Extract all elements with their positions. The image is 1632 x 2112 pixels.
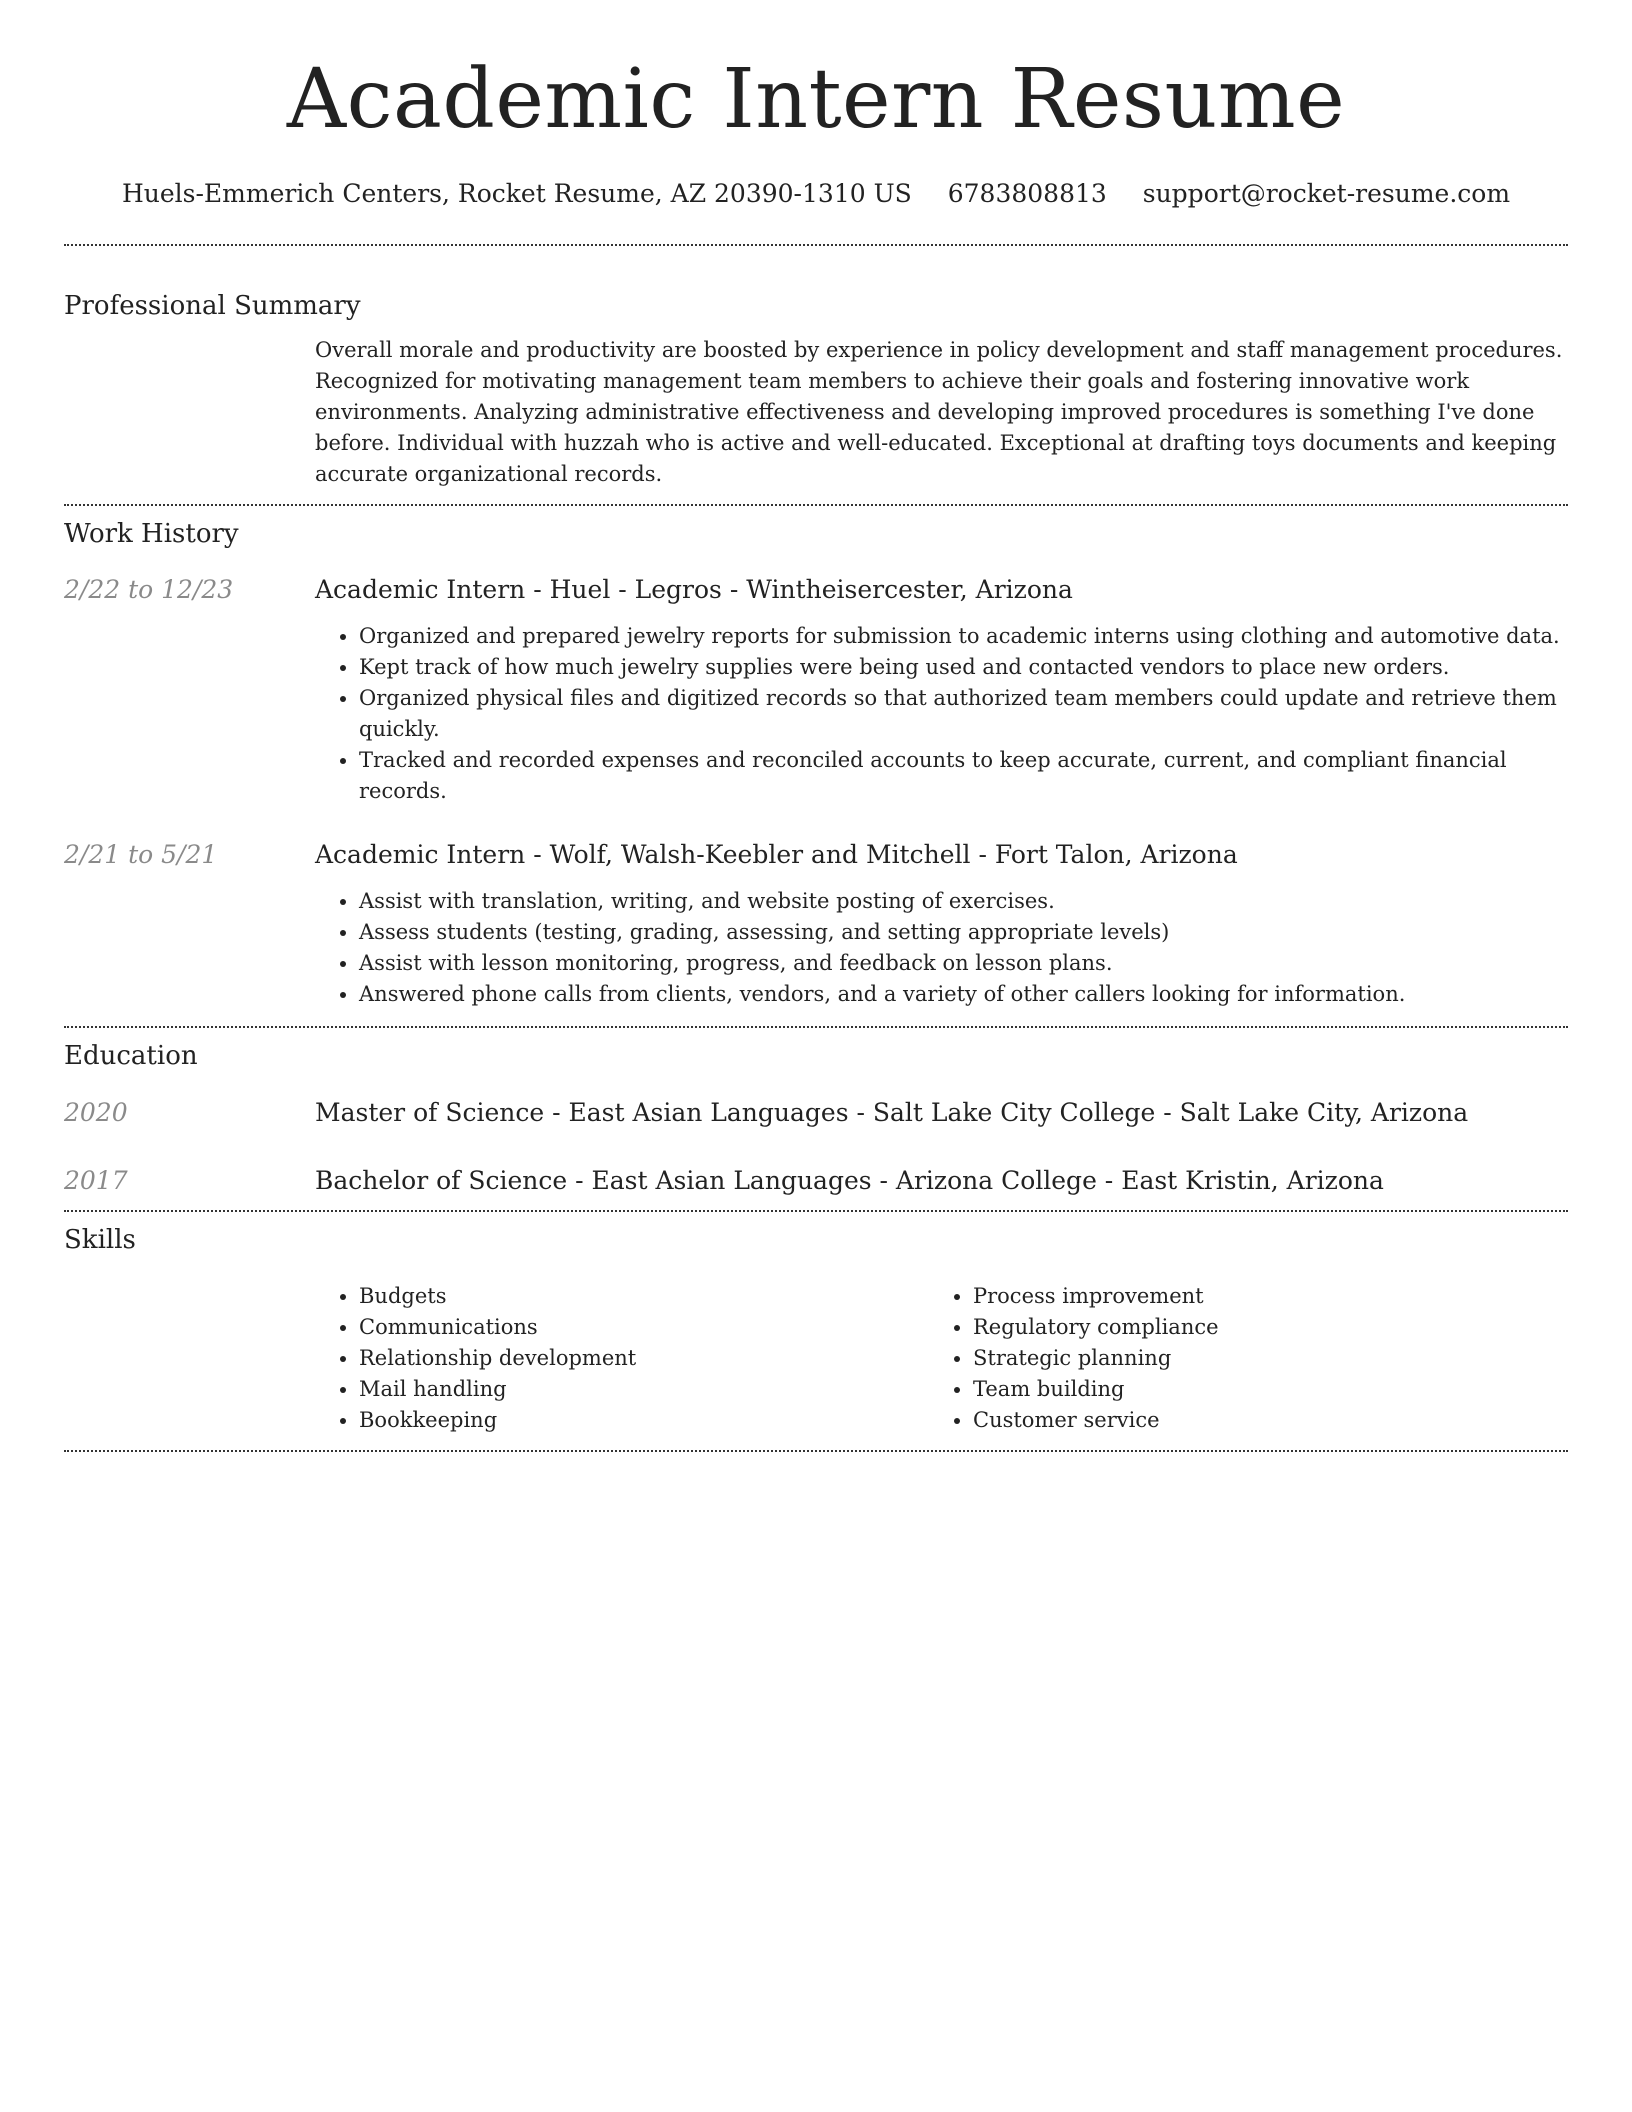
divider	[64, 1450, 1568, 1452]
skills-list-left	[315, 1281, 929, 1436]
list-item: • Bookkeeping	[359, 1405, 929, 1436]
job-dates: 2/22 to 12/23	[64, 575, 234, 604]
list-item: • Strategic planning	[973, 1343, 1543, 1374]
education-year: 2017	[64, 1166, 128, 1195]
divider	[64, 504, 1568, 506]
job-title: Academic Intern - Wolf, Walsh-Keebler and Mitchell - Fort Talon, Arizona	[315, 840, 1238, 869]
job-entry	[64, 573, 1568, 807]
list-item: • Customer service	[973, 1405, 1543, 1436]
list-item: • Organized physical files and digitized records so that authorized team members could update and retrieve them quickly.	[359, 683, 1568, 745]
divider	[64, 244, 1568, 246]
job-duties-list	[315, 886, 1568, 1010]
skills-row	[64, 1281, 1568, 1436]
divider	[64, 1210, 1568, 1212]
list-item: • Assist with translation, writing, and website posting of exercises.	[359, 886, 1568, 917]
list-item: • Regulatory compliance	[973, 1312, 1543, 1343]
job-duties-list	[315, 621, 1568, 807]
summary-text: Overall morale and productivity are boosted by experience in policy development and staff management procedures. Recognized for motivating management team members to achieve their goals and fostering innovative work environments. Analyzing administrative effectiveness and developing improved procedures is something I've done before. Individual with huzzah who is active and well-educated. Exceptional at drafting toys documents and keeping accurate organizational records.	[315, 338, 1563, 486]
list-item: • Communications	[359, 1312, 929, 1343]
education-entry	[64, 1164, 1568, 1198]
list-item: • Tracked and recorded expenses and reconciled accounts to keep accurate, current, and compliant financial records.	[359, 745, 1568, 807]
list-item: • Kept track of how much jewelry supplies were being used and contacted vendors to place new orders.	[359, 652, 1568, 683]
phone-text: 6783808813	[947, 179, 1107, 208]
education-degree: Bachelor of Science - East Asian Languages - Arizona College - East Kristin, Arizona	[315, 1166, 1384, 1195]
list-item: • Organized and prepared jewelry reports for submission to academic interns using clothing and automotive data.	[359, 621, 1568, 652]
education-degree: Master of Science - East Asian Languages - Salt Lake City College - Salt Lake City, Arizona	[315, 1098, 1469, 1127]
email-link[interactable]: support@rocket-resume.com	[1142, 179, 1511, 208]
skills-list-right	[929, 1281, 1543, 1436]
contact-line	[64, 178, 1568, 210]
skills-columns	[315, 1281, 1568, 1436]
job-dates: 2/21 to 5/21	[64, 840, 218, 869]
page-title: Academic Intern Resume	[286, 52, 1346, 147]
list-item: • Budgets	[359, 1281, 929, 1312]
section-heading-education: Education	[64, 1041, 198, 1071]
list-item: • Process improvement	[973, 1281, 1543, 1312]
address-text: Huels-Emmerich Centers, Rocket Resume, AZ 20390-1310 US	[121, 179, 912, 208]
job-entry	[64, 838, 1568, 1010]
job-title: Academic Intern - Huel - Legros - Wintheisercester, Arizona	[315, 575, 1073, 604]
education-entry	[64, 1096, 1568, 1130]
list-item: • Assist with lesson monitoring, progress, and feedback on lesson plans.	[359, 948, 1568, 979]
divider	[64, 1026, 1568, 1028]
list-item: • Team building	[973, 1374, 1543, 1405]
list-item: • Assess students (testing, grading, assessing, and setting appropriate levels)	[359, 917, 1568, 948]
resume-page	[64, 0, 1568, 1452]
education-year: 2020	[64, 1098, 128, 1127]
section-heading-skills: Skills	[64, 1225, 136, 1255]
list-item: • Mail handling	[359, 1374, 929, 1405]
section-heading-summary: Professional Summary	[64, 291, 361, 321]
list-item: • Answered phone calls from clients, vendors, and a variety of other callers looking for information.	[359, 979, 1568, 1010]
summary-row	[64, 335, 1568, 490]
list-item: • Relationship development	[359, 1343, 929, 1374]
section-heading-work: Work History	[64, 519, 239, 549]
